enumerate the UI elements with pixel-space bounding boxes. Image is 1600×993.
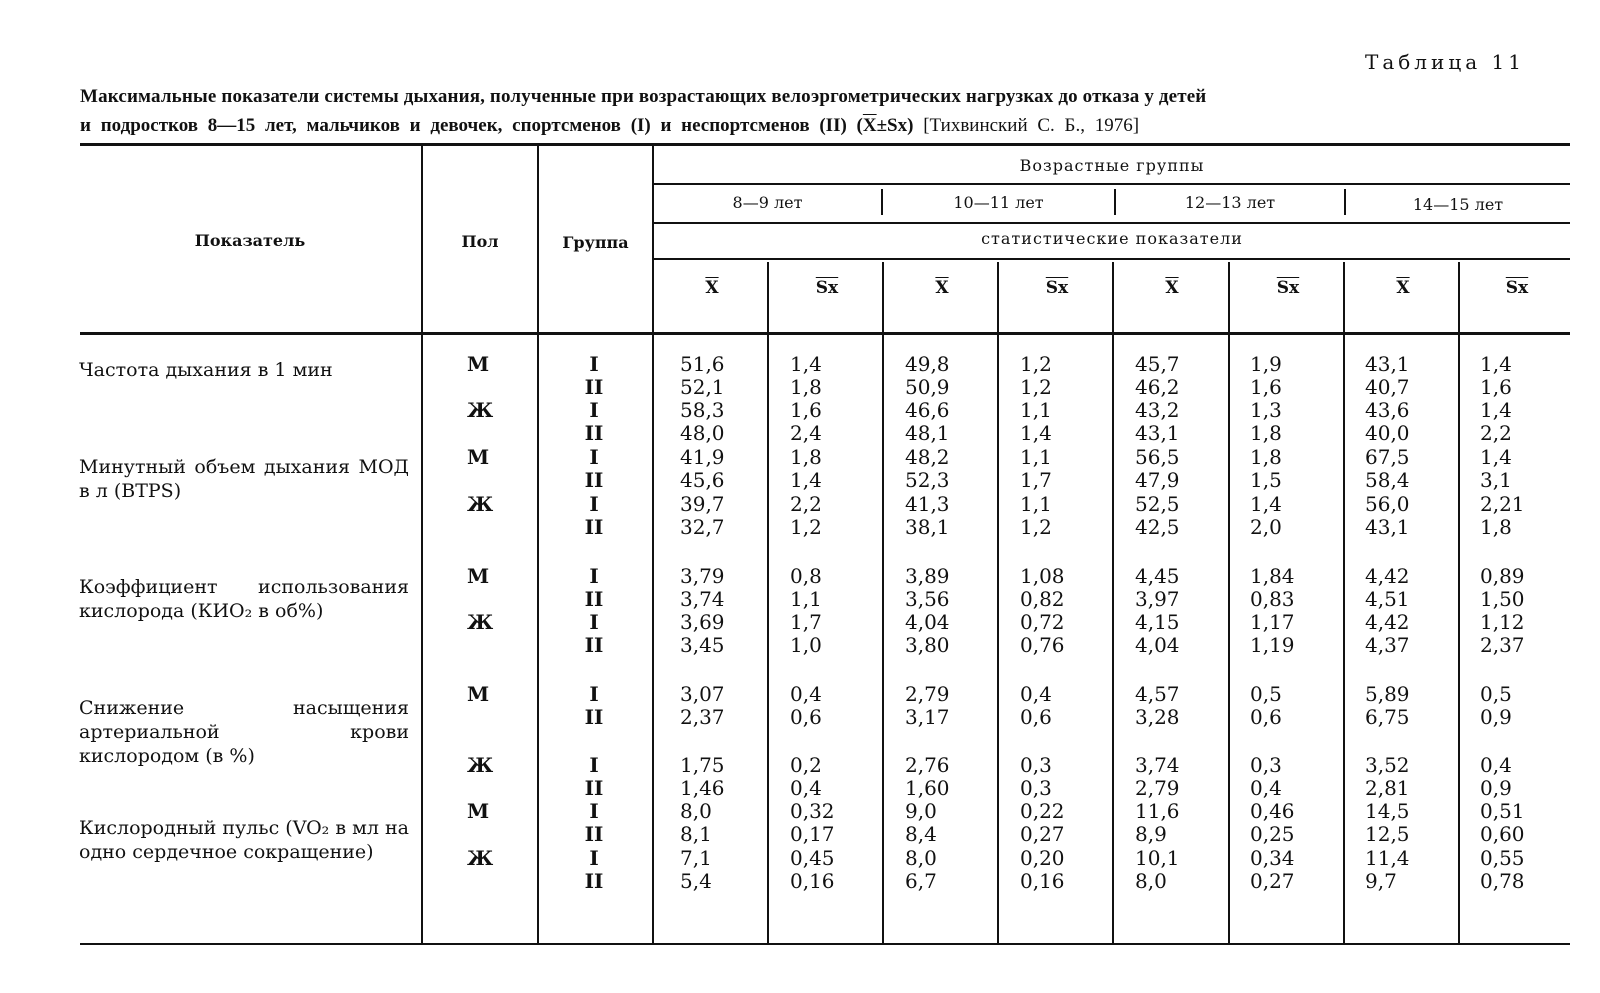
data-cell: 2,79 (905, 682, 950, 706)
caption-formula: $(\overline{X}\pm Sx)$ (856, 115, 914, 136)
data-cell: 3,97 (1135, 587, 1180, 611)
group-label: II (584, 633, 604, 657)
data-cell: 1,8 (790, 445, 822, 469)
sex-label: Ж (467, 610, 494, 634)
col-rule-data (652, 146, 654, 943)
data-cell: 43,2 (1135, 398, 1180, 422)
table-number: Таблица 11 (1365, 50, 1525, 74)
stat-rule-1 (767, 262, 769, 943)
row-label-oxygen-pulse: Кислородный пульс (VO₂ в мл на одно сердечное сокращение) (79, 817, 409, 863)
sex-label: Ж (467, 492, 494, 516)
data-cell: 1,4 (1480, 445, 1512, 469)
data-cell: 9,0 (905, 799, 937, 823)
stat-header-error-1: $\overline{Sx}$ (815, 278, 839, 298)
bottom-rule (80, 943, 1570, 945)
data-cell: 46,6 (905, 398, 950, 422)
data-cell: 0,78 (1480, 869, 1525, 893)
data-cell: 49,8 (905, 352, 950, 376)
row-label-oxygen-coefficient: Коэффициент использования кислорода (КИО₂ в об%) (79, 576, 409, 622)
data-cell: 0,20 (1020, 846, 1065, 870)
data-cell: 1,1 (790, 587, 822, 611)
data-cell: 6,75 (1365, 705, 1410, 729)
age-header-rule (654, 183, 1570, 185)
group-label: II (584, 587, 604, 611)
group-label: II (584, 822, 604, 846)
data-cell: 1,8 (1480, 515, 1512, 539)
data-cell: 1,2 (1020, 375, 1052, 399)
data-cell: 43,1 (1365, 515, 1410, 539)
data-cell: 10,1 (1135, 846, 1180, 870)
data-cell: 50,9 (905, 375, 950, 399)
data-cell: 32,7 (680, 515, 725, 539)
data-cell: 3,69 (680, 610, 725, 634)
sex-label: Ж (467, 753, 494, 777)
stat-rule-4 (1112, 262, 1114, 943)
data-cell: 39,7 (680, 492, 725, 516)
data-cell: 2,21 (1480, 492, 1525, 516)
data-cell: 1,46 (680, 776, 725, 800)
data-cell: 0,5 (1480, 682, 1512, 706)
stat-header-error-3: $\overline{Sx}$ (1276, 278, 1300, 298)
data-cell: 0,32 (790, 799, 835, 823)
data-cell: 1,60 (905, 776, 950, 800)
data-cell: 40,0 (1365, 421, 1410, 445)
group-label: II (584, 421, 604, 445)
data-cell: 43,6 (1365, 398, 1410, 422)
group-label: I (589, 564, 599, 588)
data-cell: 0,8 (790, 564, 822, 588)
data-cell: 48,1 (905, 421, 950, 445)
col-rule-group (537, 146, 539, 943)
data-cell: 52,3 (905, 468, 950, 492)
data-cell: 4,15 (1135, 610, 1180, 634)
header-age-12-13: 12—13 лет (1184, 193, 1276, 212)
data-cell: 52,1 (680, 375, 725, 399)
data-cell: 1,9 (1250, 352, 1282, 376)
data-cell: 42,5 (1135, 515, 1180, 539)
header-indicator: Показатель (194, 231, 306, 250)
data-cell: 0,3 (1020, 753, 1052, 777)
stat-rule-3 (997, 262, 999, 943)
data-cell: 1,84 (1250, 564, 1295, 588)
data-cell: 0,83 (1250, 587, 1295, 611)
data-cell: 48,0 (680, 421, 725, 445)
data-cell: 2,81 (1365, 776, 1410, 800)
stat-header-error-2: $\overline{Sx}$ (1045, 278, 1069, 298)
data-cell: 48,2 (905, 445, 950, 469)
data-cell: 2,2 (790, 492, 822, 516)
header-age-14-15: 14—15 лет (1412, 195, 1504, 214)
stat-header-mean-3: $\overline{X}$ (1165, 278, 1179, 298)
data-cell: 2,2 (1480, 421, 1512, 445)
data-cell: 3,79 (680, 564, 725, 588)
data-cell: 4,04 (1135, 633, 1180, 657)
data-cell: 1,1 (1020, 492, 1052, 516)
data-cell: 0,27 (1250, 869, 1295, 893)
data-cell: 2,4 (790, 421, 822, 445)
data-cell: 4,42 (1365, 610, 1410, 634)
header-age-groups: Возрастные группы (1019, 156, 1205, 175)
data-cell: 11,6 (1135, 799, 1180, 823)
group-label: II (584, 515, 604, 539)
data-cell: 1,4 (1480, 352, 1512, 376)
data-cell: 0,17 (790, 822, 835, 846)
data-cell: 1,2 (790, 515, 822, 539)
data-cell: 0,25 (1250, 822, 1295, 846)
group-label: I (589, 682, 599, 706)
stat-header-mean-4: $\overline{X}$ (1396, 278, 1410, 298)
data-cell: 0,4 (1020, 682, 1052, 706)
data-cell: 3,28 (1135, 705, 1180, 729)
top-rule (80, 143, 1570, 146)
table-caption-line1: Максимальные показатели системы дыхания, полученные при возрастающих велоэргометрических нагрузках до отказа у детей (80, 86, 1207, 107)
group-label: I (589, 492, 599, 516)
data-cell: 0,2 (790, 753, 822, 777)
data-cell: 1,7 (790, 610, 822, 634)
data-cell: 4,42 (1365, 564, 1410, 588)
sex-label: М (467, 564, 490, 588)
data-cell: 0,6 (1020, 705, 1052, 729)
data-cell: 1,50 (1480, 587, 1525, 611)
caption-main: и подростков 8—15 лет, мальчиков и девочек, спортсменов (I) и неспортсменов (II) (80, 115, 847, 136)
data-cell: 8,0 (680, 799, 712, 823)
data-cell: 3,89 (905, 564, 950, 588)
group-label: II (584, 776, 604, 800)
data-cell: 0,72 (1020, 610, 1065, 634)
data-cell: 2,37 (1480, 633, 1525, 657)
data-cell: 56,5 (1135, 445, 1180, 469)
data-cell: 3,74 (680, 587, 725, 611)
data-cell: 1,4 (1020, 421, 1052, 445)
data-cell: 12,5 (1365, 822, 1410, 846)
header-bottom-rule (80, 332, 1570, 335)
data-cell: 0,45 (790, 846, 835, 870)
data-cell: 0,82 (1020, 587, 1065, 611)
stat-rule-2 (882, 262, 884, 943)
data-cell: 0,55 (1480, 846, 1525, 870)
group-label: I (589, 799, 599, 823)
sex-label: Ж (467, 398, 494, 422)
data-cell: 2,0 (1250, 515, 1282, 539)
data-cell: 45,6 (680, 468, 725, 492)
data-cell: 1,75 (680, 753, 725, 777)
data-cell: 0,5 (1250, 682, 1282, 706)
data-cell: 0,4 (790, 682, 822, 706)
data-cell: 38,1 (905, 515, 950, 539)
col-rule-sex (421, 146, 423, 943)
data-cell: 0,4 (1250, 776, 1282, 800)
data-cell: 0,3 (1250, 753, 1282, 777)
data-cell: 58,4 (1365, 468, 1410, 492)
group-label: II (584, 869, 604, 893)
data-cell: 5,89 (1365, 682, 1410, 706)
data-cell: 3,45 (680, 633, 725, 657)
data-cell: 4,57 (1135, 682, 1180, 706)
stat-rule-5 (1228, 262, 1230, 943)
data-cell: 0,27 (1020, 822, 1065, 846)
data-cell: 0,4 (1480, 753, 1512, 777)
data-cell: 43,1 (1135, 421, 1180, 445)
data-cell: 1,08 (1020, 564, 1065, 588)
caption-source: [Тихвинский С. Б., 1976] (923, 115, 1140, 136)
group-label: II (584, 375, 604, 399)
group-label: I (589, 445, 599, 469)
group-label: I (589, 753, 599, 777)
data-cell: 0,6 (1250, 705, 1282, 729)
data-cell: 9,7 (1365, 869, 1397, 893)
data-cell: 1,4 (790, 468, 822, 492)
sex-label: М (467, 682, 490, 706)
data-cell: 4,45 (1135, 564, 1180, 588)
data-cell: 3,80 (905, 633, 950, 657)
data-cell: 1,2 (1020, 515, 1052, 539)
header-group: Группа (562, 233, 629, 252)
stats-header-rule (654, 258, 1570, 260)
stat-rule-6 (1343, 262, 1345, 943)
group-label: I (589, 398, 599, 422)
data-cell: 3,07 (680, 682, 725, 706)
data-cell: 6,7 (905, 869, 937, 893)
row-label-breathing-rate: Частота дыхания в 1 мин (79, 359, 333, 381)
data-cell: 8,0 (905, 846, 937, 870)
data-cell: 0,60 (1480, 822, 1525, 846)
table-caption-line2 (80, 115, 1570, 137)
data-cell: 7,1 (680, 846, 712, 870)
data-cell: 4,37 (1365, 633, 1410, 657)
data-cell: 8,1 (680, 822, 712, 846)
row-label-minute-volume: Минутный объем дыхания МОД в л (BTPS) (79, 456, 409, 502)
data-cell: 0,76 (1020, 633, 1065, 657)
data-cell: 1,19 (1250, 633, 1295, 657)
data-cell: 11,4 (1365, 846, 1410, 870)
stat-rule-7 (1458, 262, 1460, 943)
data-cell: 4,51 (1365, 587, 1410, 611)
group-label: II (584, 705, 604, 729)
data-cell: 0,9 (1480, 705, 1512, 729)
data-cell: 0,89 (1480, 564, 1525, 588)
data-cell: 1,4 (1480, 398, 1512, 422)
data-cell: 1,12 (1480, 610, 1525, 634)
data-cell: 0,22 (1020, 799, 1065, 823)
data-cell: 58,3 (680, 398, 725, 422)
data-cell: 5,4 (680, 869, 712, 893)
data-cell: 52,5 (1135, 492, 1180, 516)
data-cell: 0,3 (1020, 776, 1052, 800)
data-cell: 4,04 (905, 610, 950, 634)
data-cell: 1,17 (1250, 610, 1295, 634)
group-label: I (589, 352, 599, 376)
sex-label: М (467, 445, 490, 469)
data-cell: 14,5 (1365, 799, 1410, 823)
data-cell: 0,16 (790, 869, 835, 893)
data-cell: 40,7 (1365, 375, 1410, 399)
data-cell: 0,16 (1020, 869, 1065, 893)
header-statistics: статистические показатели (981, 229, 1243, 248)
row-label-saturation-drop: Снижение насыщения артериальной крови кислородом (в %) (79, 697, 409, 767)
sex-label: М (467, 352, 490, 376)
data-cell: 2,76 (905, 753, 950, 777)
group-label: I (589, 846, 599, 870)
data-cell: 8,4 (905, 822, 937, 846)
data-cell: 41,9 (680, 445, 725, 469)
data-cell: 3,17 (905, 705, 950, 729)
data-cell: 0,9 (1480, 776, 1512, 800)
data-cell: 1,2 (1020, 352, 1052, 376)
sex-label: Ж (467, 846, 494, 870)
data-cell: 47,9 (1135, 468, 1180, 492)
data-cell: 45,7 (1135, 352, 1180, 376)
data-cell: 51,6 (680, 352, 725, 376)
data-cell: 1,4 (790, 352, 822, 376)
data-cell: 3,74 (1135, 753, 1180, 777)
data-cell: 0,46 (1250, 799, 1295, 823)
group-label: I (589, 610, 599, 634)
data-cell: 8,9 (1135, 822, 1167, 846)
data-cell: 1,3 (1250, 398, 1282, 422)
header-sex: Пол (461, 232, 499, 251)
data-cell: 67,5 (1365, 445, 1410, 469)
data-cell: 41,3 (905, 492, 950, 516)
data-cell: 1,8 (1250, 421, 1282, 445)
data-cell: 1,6 (1480, 375, 1512, 399)
data-cell: 1,8 (790, 375, 822, 399)
data-cell: 3,56 (905, 587, 950, 611)
data-cell: 0,6 (790, 705, 822, 729)
data-cell: 1,1 (1020, 445, 1052, 469)
data-cell: 0,4 (790, 776, 822, 800)
stat-header-error-4: $\overline{Sx}$ (1505, 278, 1529, 298)
data-cell: 1,5 (1250, 468, 1282, 492)
data-cell: 1,6 (790, 398, 822, 422)
data-cell: 1,4 (1250, 492, 1282, 516)
data-cell: 2,37 (680, 705, 725, 729)
data-cell: 2,79 (1135, 776, 1180, 800)
stat-header-mean-1: $\overline{X}$ (705, 278, 719, 298)
header-age-8-9: 8—9 лет (732, 193, 803, 212)
data-cell: 43,1 (1365, 352, 1410, 376)
data-cell: 0,34 (1250, 846, 1295, 870)
sex-label: М (467, 799, 490, 823)
data-cell: 3,1 (1480, 468, 1512, 492)
data-cell: 1,1 (1020, 398, 1052, 422)
age-range-rule (654, 222, 1570, 224)
group-label: II (584, 468, 604, 492)
data-cell: 56,0 (1365, 492, 1410, 516)
data-cell: 46,2 (1135, 375, 1180, 399)
data-cell: 1,0 (790, 633, 822, 657)
data-cell: 1,6 (1250, 375, 1282, 399)
data-cell: 0,51 (1480, 799, 1525, 823)
stat-header-mean-2: $\overline{X}$ (935, 278, 949, 298)
data-cell: 3,52 (1365, 753, 1410, 777)
data-cell: 8,0 (1135, 869, 1167, 893)
data-cell: 1,7 (1020, 468, 1052, 492)
header-age-10-11: 10—11 лет (953, 193, 1044, 212)
data-cell: 1,8 (1250, 445, 1282, 469)
